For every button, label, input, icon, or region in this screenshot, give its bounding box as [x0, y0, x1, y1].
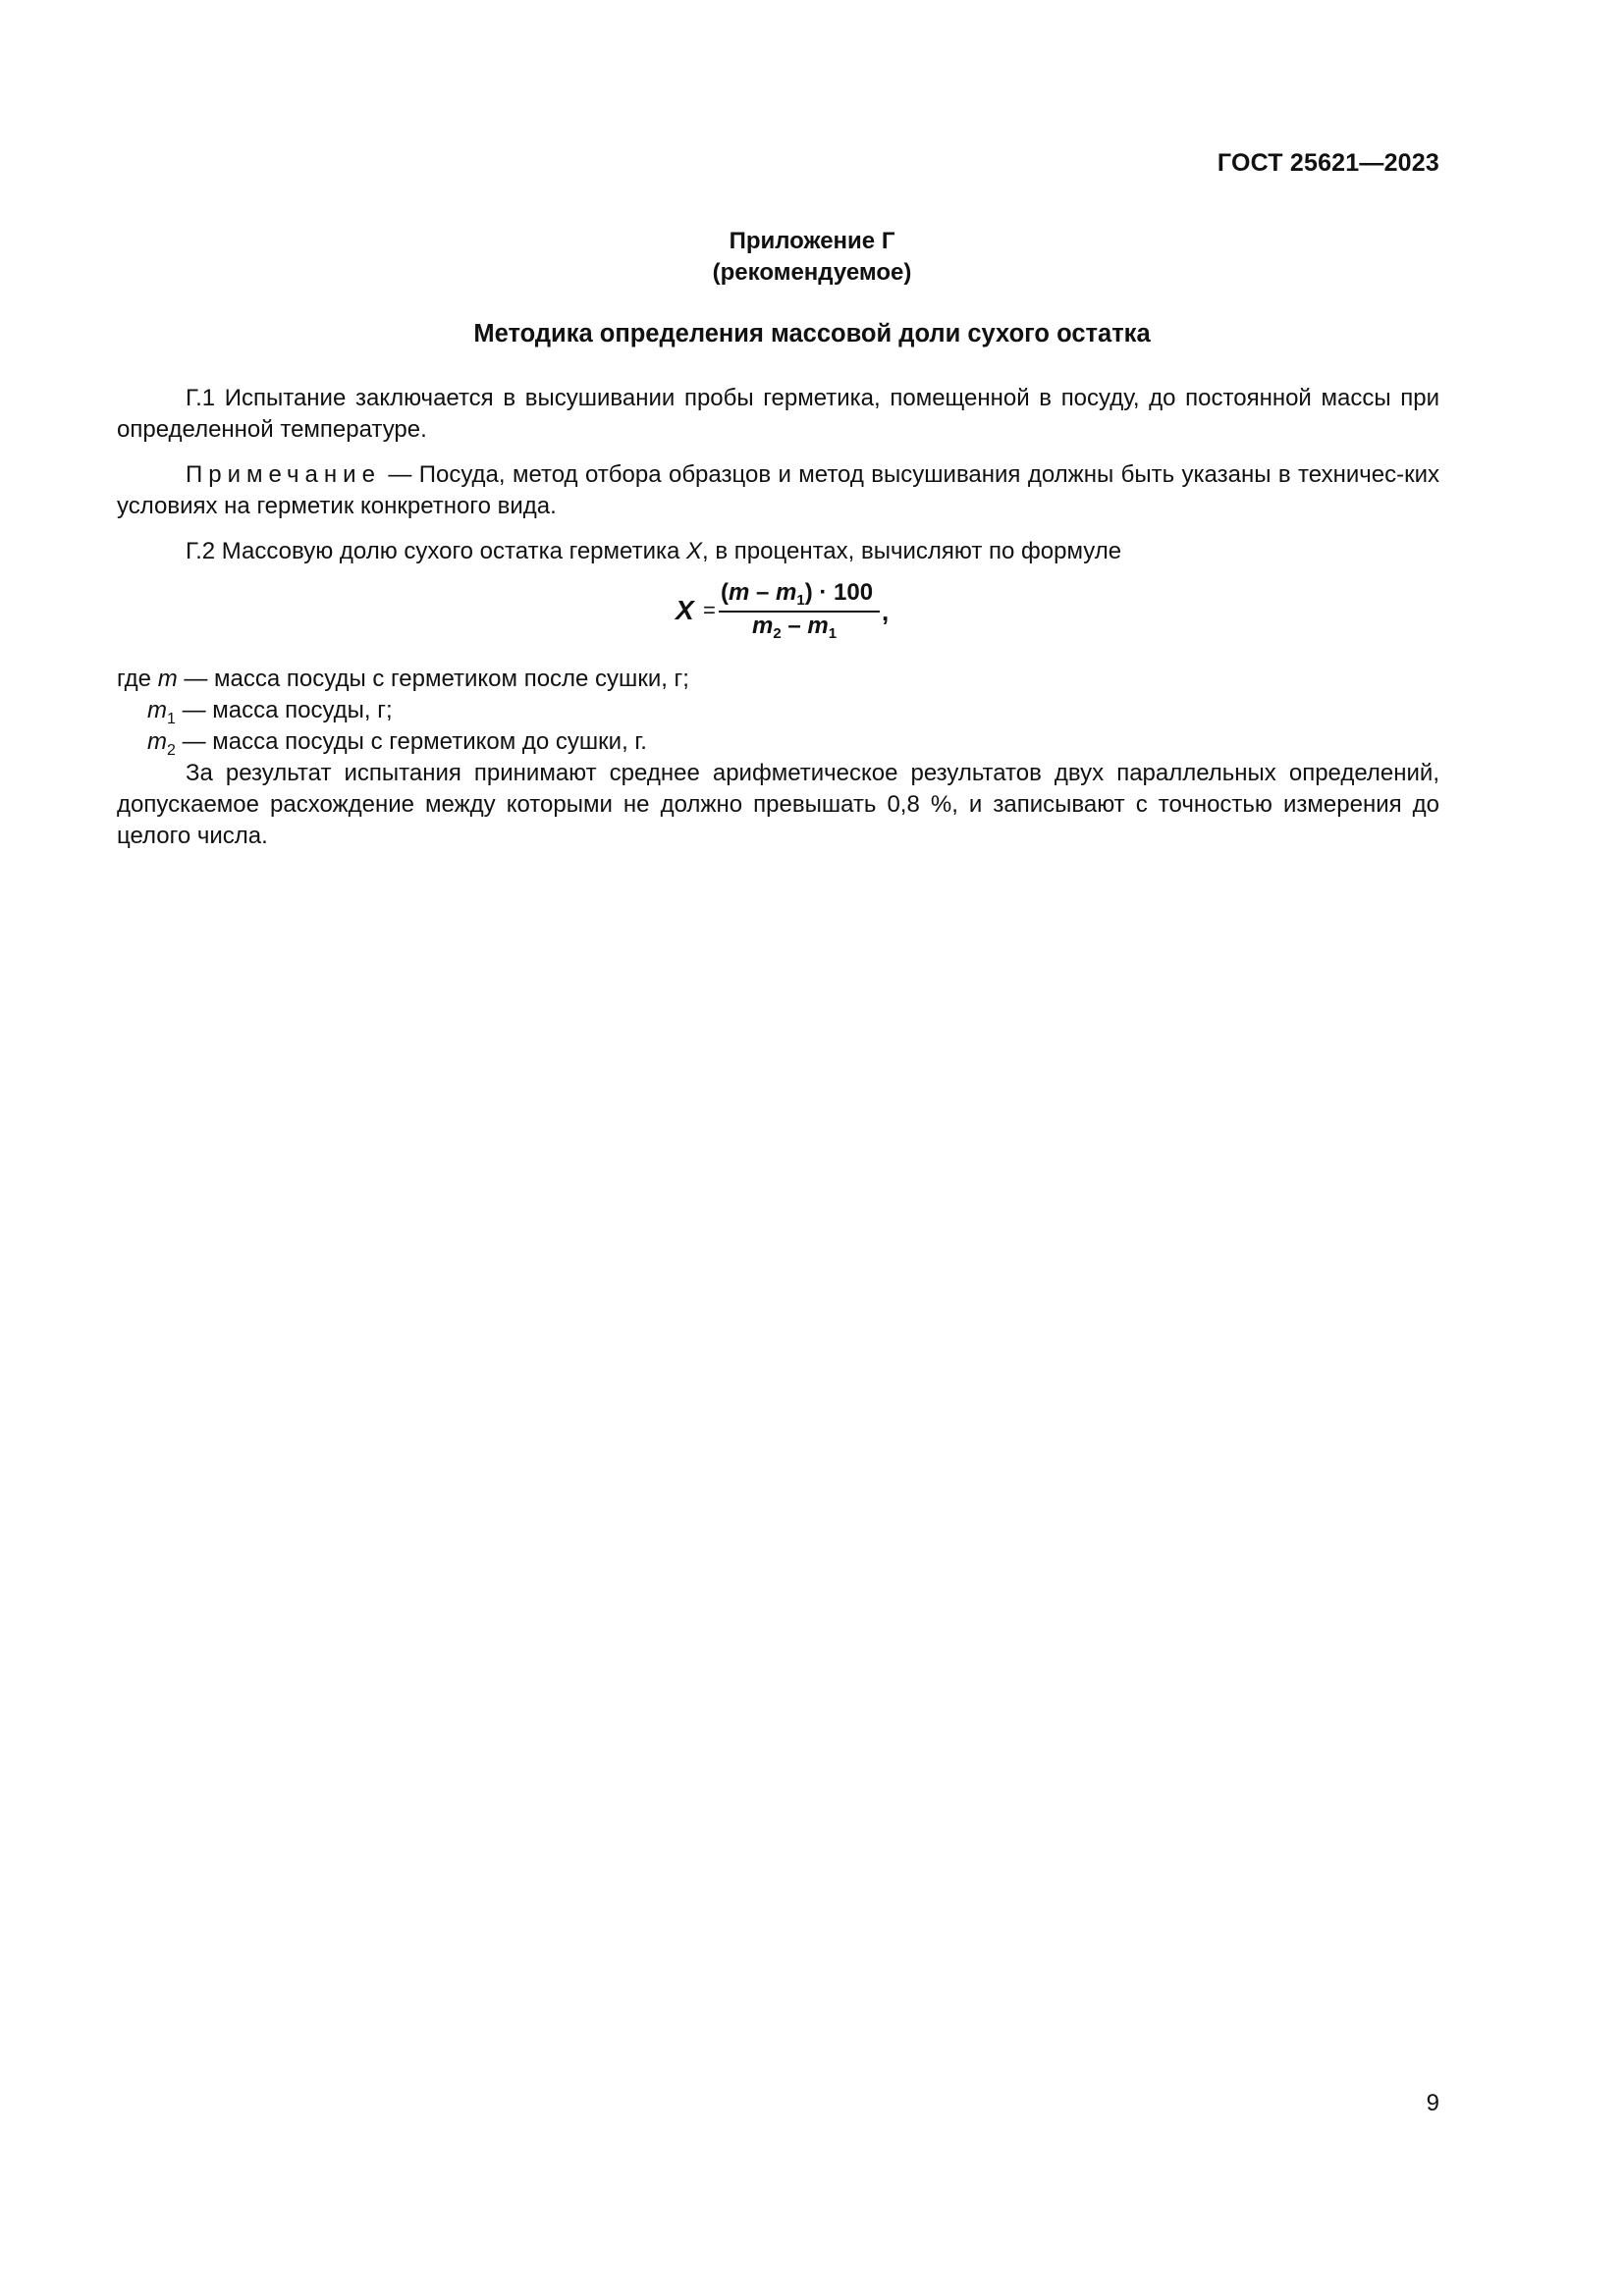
appendix-title: Приложение Г — [729, 228, 895, 254]
g2-text-after: , в процентах, вычисляют по формуле — [702, 538, 1122, 564]
paragraph-g1: Г.1 Испытание заключается в высушивании пробы герметика, помещенной в посуду, до постоянной массы при определенной температуре. — [117, 385, 1439, 443]
where-line-m2: $m_2$ — масса посуды с герметиком до сушки, г. — [147, 728, 647, 759]
formula-equals: = — [703, 598, 716, 622]
dry-residue-formula — [676, 579, 911, 648]
where-line-m: где m — масса посуды с герметиком после сушки, г; — [117, 666, 689, 692]
note-text: — Посуда, метод отбора образцов и метод высушивания должны быть указаны в техничес-ких условиях на герметик конкретного вида. — [117, 461, 1439, 519]
g2-variable: X — [686, 538, 703, 564]
g2-text-before: Г.2 Массовую долю сухого остатка герметика — [186, 538, 687, 564]
standard-code: ГОСТ 25621—2023 — [1217, 149, 1439, 177]
section-title: Методика определения массовой доли сухого остатка — [473, 320, 1151, 347]
formula-numerator: $(m - m_1) \cdot 100$ — [721, 579, 874, 609]
appendix-status: (рекомендуемое) — [712, 259, 912, 286]
page-number: 9 — [1426, 2090, 1439, 2116]
formula-comma: , — [882, 597, 890, 626]
result-paragraph: За результат испытания принимают среднее арифметическое результатов двух параллельных определений, допускаемое расхождение между которыми не должно превышать 0,8 %, и записывают с точностью измерения до целого числа. — [117, 760, 1439, 849]
note-label: Примечание — [186, 461, 381, 488]
formula-lhs: X — [676, 595, 694, 625]
formula-denominator: $m_2 - m_1$ — [752, 613, 838, 642]
paragraph-g2 — [117, 536, 1439, 567]
note-paragraph — [117, 459, 1439, 522]
where-line-m1: $m_1$ — масса посуды, г; — [147, 697, 393, 727]
